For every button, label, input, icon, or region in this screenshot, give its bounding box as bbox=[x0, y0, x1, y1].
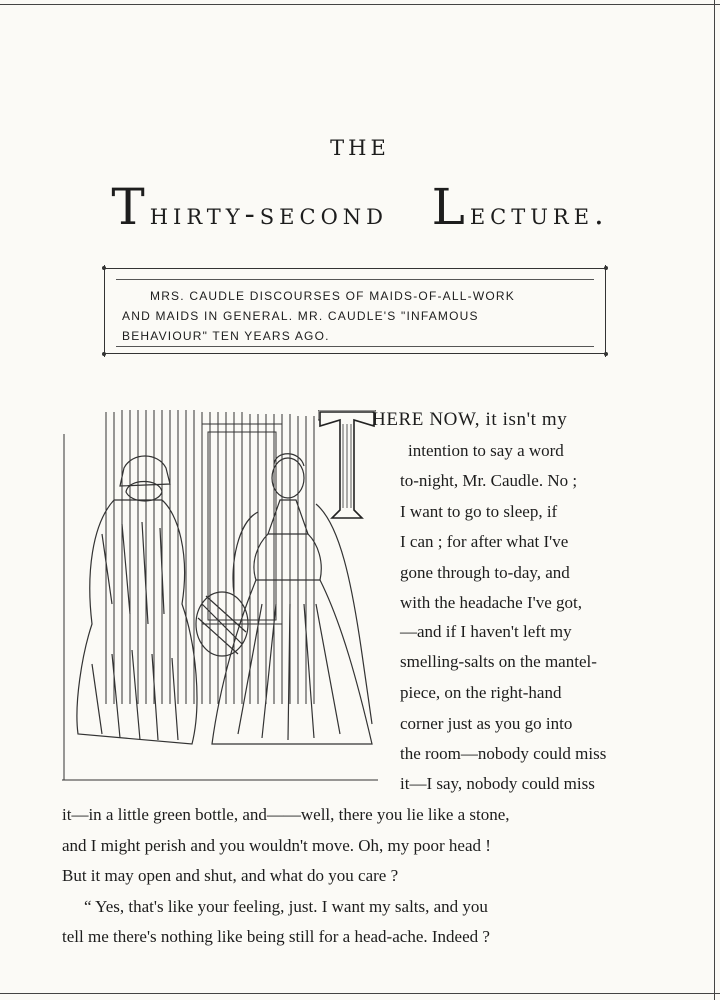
body-line: and I might perish and you wouldn't move. Oh, my poor head ! bbox=[62, 836, 491, 855]
ornament-dot bbox=[604, 266, 608, 270]
page-border-bottom bbox=[0, 993, 720, 994]
summary-line: BEHAVIOUR" TEN YEARS AGO. bbox=[122, 329, 330, 343]
body-line: it—I say, nobody could miss bbox=[400, 774, 595, 793]
summary-line: MRS. CAUDLE DISCOURSES OF MAIDS-OF-ALL-WORK bbox=[150, 289, 515, 303]
body-line: But it may open and shut, and what do you care ? bbox=[62, 866, 399, 885]
ornament-dot bbox=[102, 266, 106, 270]
chapter-title bbox=[0, 178, 720, 240]
summary-line: AND MAIDS IN GENERAL. MR. CAUDLE'S "INFAMOUS bbox=[122, 309, 479, 323]
body-line: smelling-salts on the mantel- bbox=[400, 652, 597, 671]
ornament-dot bbox=[604, 352, 608, 356]
ornament-dot bbox=[102, 352, 106, 356]
chapter-summary-box bbox=[104, 268, 606, 354]
body-line: —and if I haven't left my bbox=[400, 622, 572, 641]
title-word-2: Lecture. bbox=[431, 178, 609, 236]
chapter-summary bbox=[116, 279, 594, 347]
body-line: it—in a little green bottle, and——well, there you lie like a stone, bbox=[62, 805, 510, 824]
body-line: HERE NOW, it isn't my bbox=[372, 409, 568, 430]
body-line: “ Yes, that's like your feeling, just. I want my salts, and you bbox=[84, 897, 488, 916]
body-line: I can ; for after what I've bbox=[400, 532, 569, 551]
body-line: intention to say a word bbox=[408, 441, 564, 460]
body-line: to-night, Mr. Caudle. No ; bbox=[400, 471, 578, 490]
body-line: I want to go to sleep, if bbox=[400, 502, 558, 521]
body-line: tell me there's nothing like being still for a head-ache. Indeed ? bbox=[62, 927, 490, 946]
body-line: corner just as you go into bbox=[400, 714, 573, 733]
body-line: the room—nobody could miss bbox=[400, 744, 607, 763]
body-line: with the headache I've got, bbox=[400, 593, 582, 612]
heading-the: THE bbox=[330, 136, 390, 160]
body-line: piece, on the right-hand bbox=[400, 683, 562, 702]
body-line: gone through to-day, and bbox=[400, 563, 570, 582]
drop-cap-letter bbox=[318, 410, 376, 520]
title-word-1: Thirty-second bbox=[111, 178, 389, 236]
page-border-top bbox=[0, 4, 720, 5]
